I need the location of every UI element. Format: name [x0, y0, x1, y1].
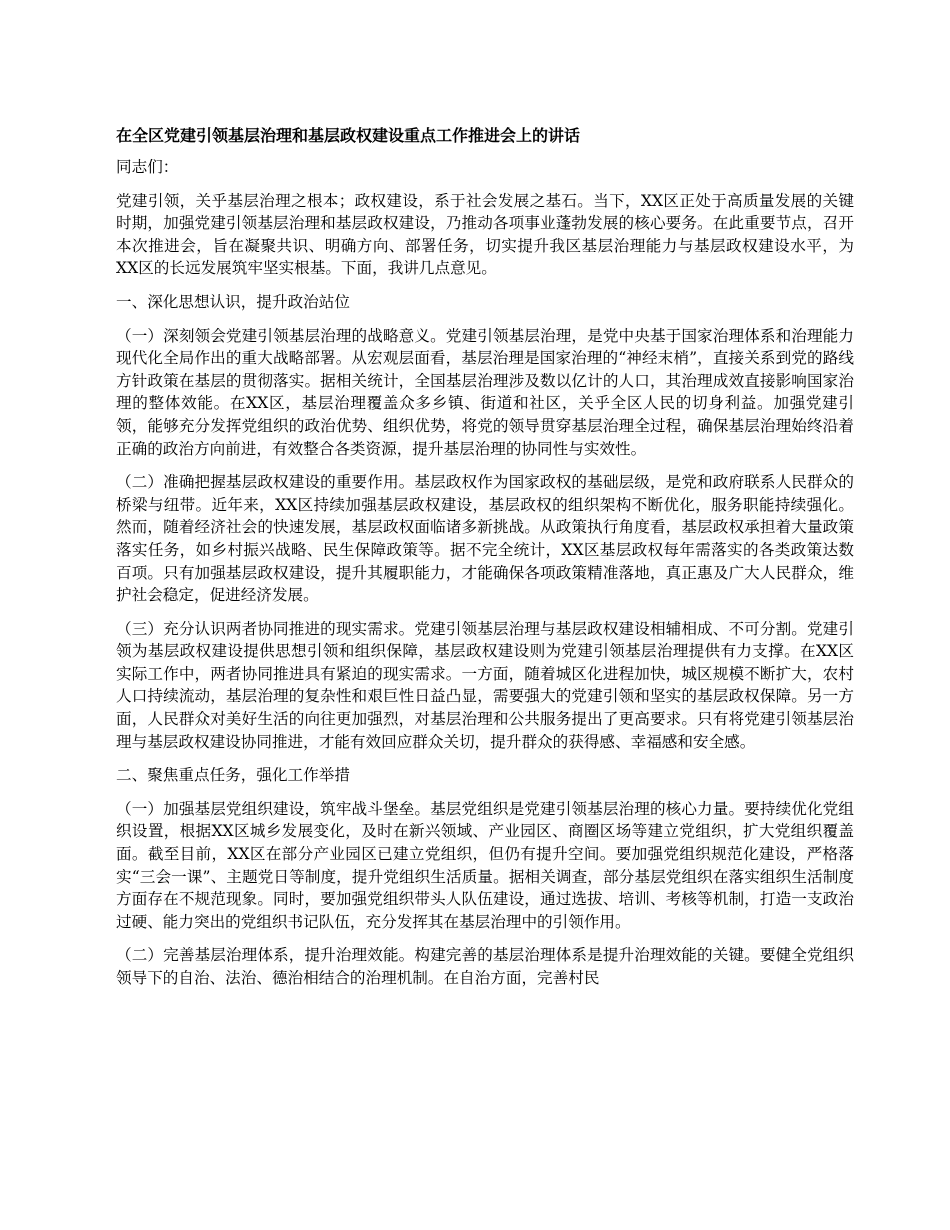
- section-2-paragraph-1: （一）加强基层党组织建设，筑牢战斗堡垒。基层党组织是党建引领基层治理的核心力量。要持续优化党组织设置，根据XX区城乡发展变化，及时在新兴领域、产业园区、商圈区场等建立党组织，扩大党组织覆盖面。截至目前，XX区在部分产业园区已建立党组织，但仍有提升空间。要加强党组织规范化建设，严格落实“三会一课”、主题党日等制度，提升党组织生活质量。据相关调查，部分基层党组织在落实组织生活制度方面存在不规范现象。同时，要加强党组织带头人队伍建设，通过选拔、培训、考核等机制，打造一支政治过硬、能力突出的党组织书记队伍，充分发挥其在基层治理中的引领作用。: [116, 799, 854, 931]
- intro-paragraph: 党建引领，关乎基层治理之根本；政权建设，系于社会发展之基石。当下，XX区正处于高质量发展的关键时期，加强党建引领基层治理和基层政权建设，乃推动各项事业蓬勃发展的核心要务。在此重要节点，召开本次推进会，旨在凝聚共识、明确方向、部署任务，切实提升我区基层治理能力与基层政权建设水平，为XX区的长远发展筑牢坚实根基。下面，我讲几点意见。: [116, 191, 854, 278]
- document-title: 在全区党建引领基层治理和基层政权建设重点工作推进会上的讲话: [116, 126, 581, 145]
- section-1-paragraph-2: （二）准确把握基层政权建设的重要作用。基层政权作为国家政权的基础层级，是党和政府联系人民群众的桥梁与纽带。近年来，XX区持续加强基层政权建设，基层政权的组织架构不断优化，服务职能持续强化。然而，随着经济社会的快速发展，基层政权面临诸多新挑战。从政策执行角度看，基层政权承担着大量政策落实任务，如乡村振兴战略、民生保障政策等。据不完全统计，XX区基层政权每年需落实的各类政策达数百项。只有加强基层政权建设，提升其履职能力，才能确保各项政策精准落地，真正惠及广大人民群众，维护社会稳定，促进经济发展。: [116, 473, 854, 605]
- section-2-paragraph-2: （二）完善基层治理体系，提升治理效能。构建完善的基层治理体系是提升治理效能的关键。要健全党组织领导下的自治、法治、德治相结合的治理机制。在自治方面，完善村民: [116, 946, 854, 987]
- salutation: 同志们：: [116, 158, 179, 176]
- document-page: [116, 124, 854, 1001]
- section-1-heading: 一、深化思想认识，提升政治站位: [116, 292, 350, 311]
- section-1-paragraph-3: （三）充分认识两者协同推进的现实需求。党建引领基层治理与基层政权建设相辅相成、不可分割。党建引领为基层政权建设提供思想引领和组织保障，基层政权建设则为党建引领基层治理提供有力支撑。在XX区实际工作中，两者协同推进具有紧迫的现实需求。一方面，随着城区化进程加快，城区规模不断扩大，农村人口持续流动，基层治理的复杂性和艰巨性日益凸显，需要强大的党建引领和坚实的基层政权保障。另一方面，人民群众对美好生活的向往更加强烈，对基层治理和公共服务提出了更高要求。只有将党建引领基层治理与基层政权建设协同推进，才能有效回应群众关切，提升群众的获得感、幸福感和安全感。: [116, 619, 854, 751]
- section-1-paragraph-1: （一）深刻领会党建引领基层治理的战略意义。党建引领基层治理，是党中央基于国家治理体系和治理能力现代化全局作出的重大战略部署。从宏观层面看，基层治理是国家治理的“神经末梢”，直接关系到党的路线方针政策在基层的贯彻落实。据相关统计，全国基层治理涉及数以亿计的人口，其治理成效直接影响国家治理的整体效能。在XX区，基层治理覆盖众多乡镇、街道和社区，关乎全区人民的切身利益。加强党建引领，能够充分发挥党组织的政治优势、组织优势，将党的领导贯穿基层治理全过程，确保基层治理始终沿着正确的政治方向前进，有效整合各类资源，提升基层治理的协同性与实效性。: [116, 326, 854, 458]
- section-2-heading: 二、聚焦重点任务，强化工作举措: [116, 766, 350, 785]
